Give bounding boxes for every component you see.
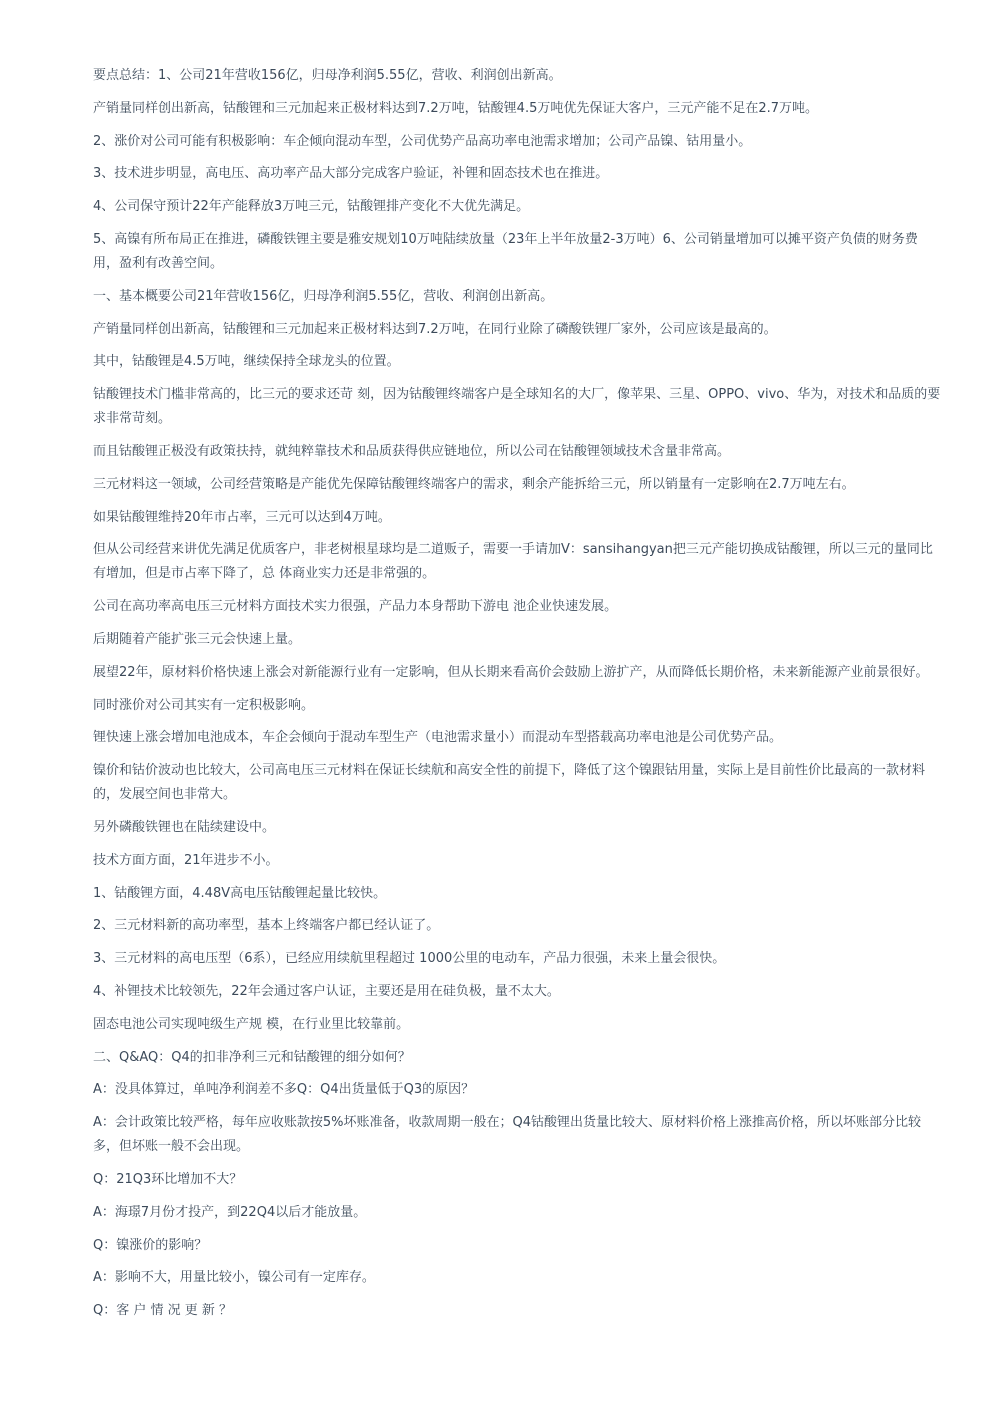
paragraph: 产销量同样创出新高，钴酸锂和三元加起来正极材料达到7.2万吨，钴酸锂4.5万吨优先保证大客户，三元产能不足在2.7万吨。 — [93, 100, 819, 116]
paragraph: 2、三元材料新的高功率型，基本上终端客户都已经认证了。 — [93, 918, 440, 934]
paragraph: 如果钴酸锂维持20年市占率，三元可以达到4万吨。 — [93, 509, 391, 525]
paragraph: 4、补锂技术比较领先，22年会通过客户认证，主要还是用在硅负极，量不太大。 — [93, 983, 560, 999]
paragraph: Q：21Q3环比增加不大？ — [93, 1171, 243, 1187]
paragraph: 三元材料这一领域，公司经营策略是产能优先保障钴酸锂终端客户的需求，剩余产能拆给三元，所以销量有一定影响在2.7万吨左右。 — [93, 476, 855, 492]
paragraph: 4、公司保守预计22年产能释放3万吨三元，钴酸锂排产变化不大优先满足。 — [93, 199, 530, 215]
paragraph: 镍价和钴价波动也比较大，公司高电压三元材料在保证长续航和高安全性的前提下，降低了这个镍跟钴用量，实际上是目前性价比最高的一款材料的，发展空间也非常大。 — [93, 763, 926, 803]
paragraph: 锂快速上涨会增加电池成本，车企会倾向于混动车型生产（电池需求量小）而混动车型搭载高功率电池是公司优势产品。 — [93, 730, 783, 746]
paragraph: 但从公司经营来讲优先满足优质客户，非老树根星球均是二道贩子，需要一手请加V：sansihangyan把三元产能切换成钴酸锂，所以三元的量同比有增加，但是市占率下降了，总 体商业实力还是非常强的。 — [93, 542, 933, 582]
paragraph: 钴酸锂技术门槛非常高的，比三元的要求还苛 刻，因为钴酸锂终端客户是全球知名的大厂，像苹果、三星、OPPO、vivo、华为，对技术和品质的要求非常苛刻。 — [93, 387, 941, 427]
document-body — [93, 64, 943, 1332]
paragraph: 3、技术进步明显，高电压、高功率产品大部分完成客户验证，补锂和固态技术也在推进。 — [93, 166, 609, 182]
paragraph: 要点总结：1、公司21年营收156亿，归母净利润5.55亿，营收、利润创出新高。 — [93, 68, 562, 83]
paragraph: 展望22年，原材料价格快速上涨会对新能源行业有一定影响，但从长期来看高价会鼓励上游扩产，从而降低长期价格，未来新能源产业前景很好。 — [93, 664, 929, 680]
paragraph: 产销量同样创出新高，钴酸锂和三元加起来正极材料达到7.2万吨，在同行业除了磷酸铁锂厂家外，公司应该是最高的。 — [93, 321, 777, 337]
paragraph: 5、高镍有所布局正在推进，磷酸铁锂主要是雅安规划10万吨陆续放量（23年上半年放量2-3万吨）6、公司销量增加可以摊平资产负债的财务费用，盈利有改善空间。 — [93, 231, 918, 271]
paragraph: 后期随着产能扩张三元会快速上量。 — [93, 631, 302, 647]
paragraph: 另外磷酸铁锂也在陆续建设中。 — [93, 819, 276, 835]
paragraph: 二、Q&AQ：Q4的扣非净利三元和钴酸锂的细分如何？ — [93, 1049, 411, 1065]
paragraph: 一、基本概要公司21年营收156亿，归母净利润5.55亿，营收、利润创出新高。 — [93, 288, 554, 304]
paragraph: 而且钴酸锂正极没有政策扶持，就纯粹靠技术和品质获得供应链地位，所以公司在钴酸锂领域技术含量非常高。 — [93, 443, 731, 459]
paragraph: A：海璟7月份才投产，到22Q4以后才能放量。 — [93, 1204, 367, 1220]
paragraph: A：影响不大，用量比较小，镍公司有一定库存。 — [93, 1270, 375, 1286]
paragraph: Q：客 户 情 况 更 新 ？ — [93, 1303, 233, 1319]
paragraph: 2、涨价对公司可能有积极影响：车企倾向混动车型，公司优势产品高功率电池需求增加；公司产品镍、钴用量小。 — [93, 133, 752, 149]
paragraph: 1、钴酸锂方面，4.48V高电压钴酸锂起量比较快。 — [93, 885, 387, 901]
paragraph: A：没具体算过，单吨净利润差不多Q：Q4出货量低于Q3的原因？ — [93, 1082, 475, 1098]
paragraph: Q：镍涨价的影响？ — [93, 1237, 208, 1253]
paragraph: 公司在高功率高电压三元材料方面技术实力很强，产品力本身帮助下游电 池企业快速发展。 — [93, 599, 618, 615]
paragraph: 固态电池公司实现吨级生产规 模，在行业里比较靠前。 — [93, 1016, 410, 1032]
paragraph: A：会计政策比较严格，每年应收账款按5%坏账准备，收款周期一般在；Q4钴酸锂出货量比较大、原材料价格上涨推高价格，所以坏账部分比较多，但坏账一般不会出现。 — [93, 1115, 922, 1155]
paragraph: 其中，钴酸锂是4.5万吨，继续保持全球龙头的位置。 — [93, 354, 400, 370]
paragraph: 3、三元材料的高电压型（6系），已经应用续航里程超过 1000公里的电动车，产品力很强，未来上量会很快。 — [93, 951, 726, 967]
paragraph: 同时涨价对公司其实有一定积极影响。 — [93, 697, 315, 713]
paragraph: 技术方面方面，21年进步不小。 — [93, 852, 279, 868]
